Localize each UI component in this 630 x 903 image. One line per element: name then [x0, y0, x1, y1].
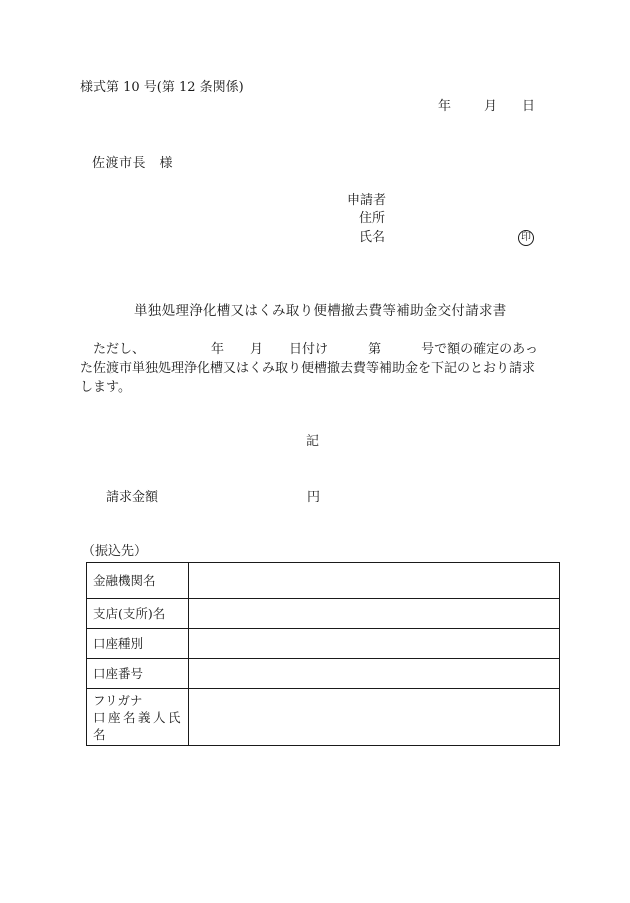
date-year: 年 [438, 99, 452, 114]
address-label: 住所 [359, 211, 386, 226]
addressee: 佐渡市長 様 [92, 156, 174, 171]
amount-unit: 円 [307, 490, 321, 505]
body-dai: 第 [368, 342, 382, 357]
ki-heading: 記 [306, 434, 320, 449]
document-title: 単独処理浄化槽又はくみ取り便槽撤去費等補助金交付請求書 [134, 303, 507, 319]
body-line2: た佐渡市単独処理浄化槽又はくみ取り便槽撤去費等補助金を下記のとおり請求 [80, 361, 536, 376]
body-year: 年 [211, 342, 225, 357]
amount-label: 請求金額 [106, 490, 159, 505]
account-holder-label-line2: 口座名義人氏 [93, 710, 184, 725]
seal-mark: 印 [518, 230, 534, 246]
bank-name-field[interactable] [189, 563, 560, 599]
body-month: 月 [250, 342, 264, 357]
branch-name-label: 支店(支所)名 [87, 599, 189, 629]
body-prefix: ただし、 [93, 342, 146, 357]
date-month: 月 [484, 99, 498, 114]
account-holder-label [87, 689, 189, 746]
applicant-heading: 申請者 [347, 193, 387, 208]
body-paragraph [80, 340, 550, 397]
table-row [87, 629, 560, 659]
account-type-field[interactable] [189, 629, 560, 659]
account-type-label: 口座種別 [87, 629, 189, 659]
body-line3: します。 [80, 380, 131, 395]
table-row [87, 563, 560, 599]
account-holder-field[interactable] [189, 689, 560, 746]
transfer-label: （振込先） [82, 544, 148, 559]
body-dated: 日付け [289, 342, 329, 357]
form-number: 様式第 10 号(第 12 条関係) [80, 80, 244, 95]
account-number-label: 口座番号 [87, 659, 189, 689]
bank-name-label: 金融機関名 [87, 563, 189, 599]
table-row [87, 689, 560, 746]
table-row [87, 659, 560, 689]
name-label: 氏名 [359, 230, 386, 245]
body-line1-rest: 号で額の確定のあっ [421, 342, 538, 357]
furigana-label: フリガナ [93, 693, 143, 708]
account-number-field[interactable] [189, 659, 560, 689]
table-row [87, 599, 560, 629]
date-line [438, 99, 535, 115]
date-day: 日 [522, 99, 536, 114]
bank-account-table [86, 562, 560, 746]
account-holder-label-line3: 名 [93, 727, 106, 742]
branch-name-field[interactable] [189, 599, 560, 629]
